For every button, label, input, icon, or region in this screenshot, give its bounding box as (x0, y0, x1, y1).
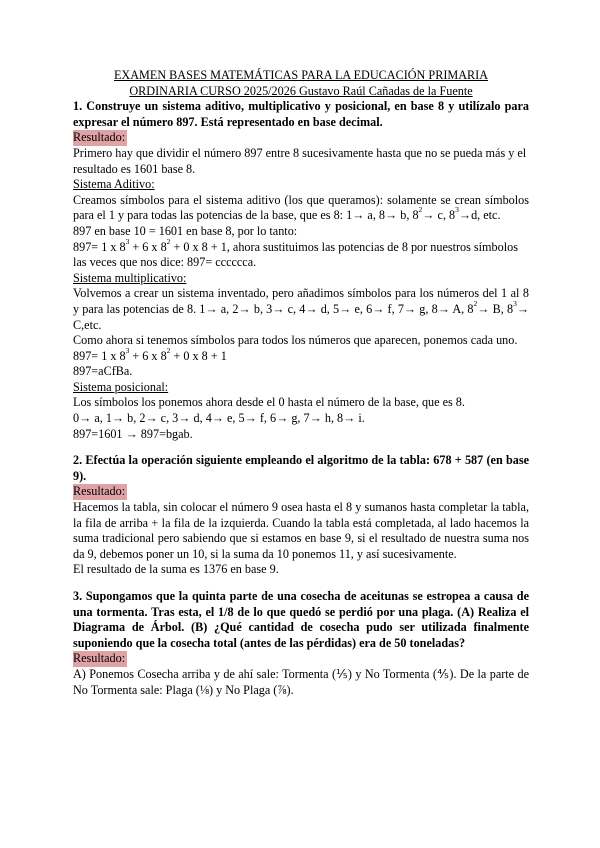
q2-paragraph-2: El resultado de la suma es 1376 en base 9. (73, 562, 279, 577)
q1-intro: Primero hay que dividir el número 897 entre 8 sucesivamente hasta que no se pueda más y el resultado es 1601 base 8. (73, 145, 527, 176)
spacer (73, 578, 529, 589)
spacer (73, 442, 529, 453)
multiplicativo-paragraph-4: 897=aCfBa. (73, 364, 133, 379)
aditivo-paragraph-3: 897= 1 x $8^3 + 6$ x $8^2 + 0$ x 8 + 1, ahora sustituimos las potencias de 8 por nuestros símbolos las veces que nos dice: 897= cccccca. (73, 236, 518, 270)
multiplicativo-paragraph-3: 897= 1 x $8^3 + 6$ x $8^2 + 0$ x 8 + 1 (73, 345, 227, 363)
question-1: 1. Construye un sistema aditivo, multiplicativo y posicional, en base 8 y utilízalo para expresar el número 897. Está representado en base decimal. (73, 99, 529, 129)
question-3: 3. Supongamos que la quinta parte de una cosecha de aceitunas se estropea a causa de una tormenta. Tras esta, el 1/8 de lo que quedó se perdió por una plaga. (A) Realiza el Diagrama de Árbol. (B) ¿Qué cantidad de cosecha pudo ser utilizada finalmente suponiendo que la cosecha total (antes de las pérdidas) era de 50 toneladas? (73, 589, 529, 650)
heading-sistema-posicional: Sistema posicional: (73, 379, 169, 394)
multiplicativo-paragraph-2: Como ahora si tenemos símbolos para todos los números que aparecen, ponemos cada uno. (73, 333, 518, 348)
q2-paragraph-1: Hacemos la tabla, sin colocar el número 9 osea hasta el 8 y sumanos hasta completar la tabla, la fila de arriba + la fila de la izquierda. Cuando la tabla está completada, al lado hacemos la suma tradicional pero sabiendo que si estamos en base 9, si el resultado de nuestra suma nos da 9, debemos poner un 10, si la suma da 10 ponemos 11, y así sucesivamente. (73, 500, 529, 561)
resultado-label-3: Resultado: (73, 651, 126, 666)
heading-sistema-aditivo: Sistema Aditivo: (73, 177, 155, 192)
posicional-paragraph-3: 897=1601 → 897=bgab. (73, 426, 193, 441)
question-2: 2. Efectúa la operación siguiente empleando el algoritmo de la tabla: 678 + 587 (en base 9). (73, 453, 529, 483)
resultado-label-1: Resultado: (73, 130, 126, 145)
heading-sistema-multiplicativo: Sistema multiplicativo: (73, 270, 187, 285)
posicional-paragraph-2: 0→ a, 1→ b, 2→ c, 3→ d, 4→ e, 5→ f, 6→ g, 7→ h, 8→ i. (73, 411, 365, 426)
aditivo-paragraph-1: Creamos símbolos para el sistema aditivo (los que queramos): solamente se crean símbolos para el 1 y para todas las potencias de la base, que es 8: 1→ a, 8→ b, $8^2\to c$, $8^3\to d$, etc. (73, 192, 529, 223)
document-page (73, 68, 529, 698)
resultado-label-2: Resultado: (73, 484, 126, 499)
multiplicativo-paragraph-1: Volvemos a crear un sistema inventado, pero añadimos símbolos para los números del 1 al 8 y para las potencias de 8. 1→ a, 2→ b, 3→ c, 4→ d, 5→ e, 6→ f, 7→ g, 8→ A, $8^2\to B$, $8^3\to C,etc$. (73, 286, 529, 332)
exam-title-line1: EXAMEN BASES MATEMÁTICAS PARA LA EDUCACIÓN PRIMARIA (113, 68, 489, 82)
exam-title-line2: ORDINARIA CURSO 2025/2026 Gustavo Raúl Cañadas de la Fuente (129, 83, 473, 98)
aditivo-paragraph-2: 897 en base 10 = 1601 en base 8, por lo tanto: (73, 223, 298, 238)
posicional-paragraph-1: Los símbolos los ponemos ahora desde el 0 hasta el número de la base, que es 8. (73, 395, 465, 410)
q3-paragraph-1: A) Ponemos Cosecha arriba y de ahí sale: Tormenta (⅕) y No Tormenta (⅘). De la parte de No Tormenta sale: Plaga (⅛) y No Plaga (⅞). (73, 666, 529, 697)
